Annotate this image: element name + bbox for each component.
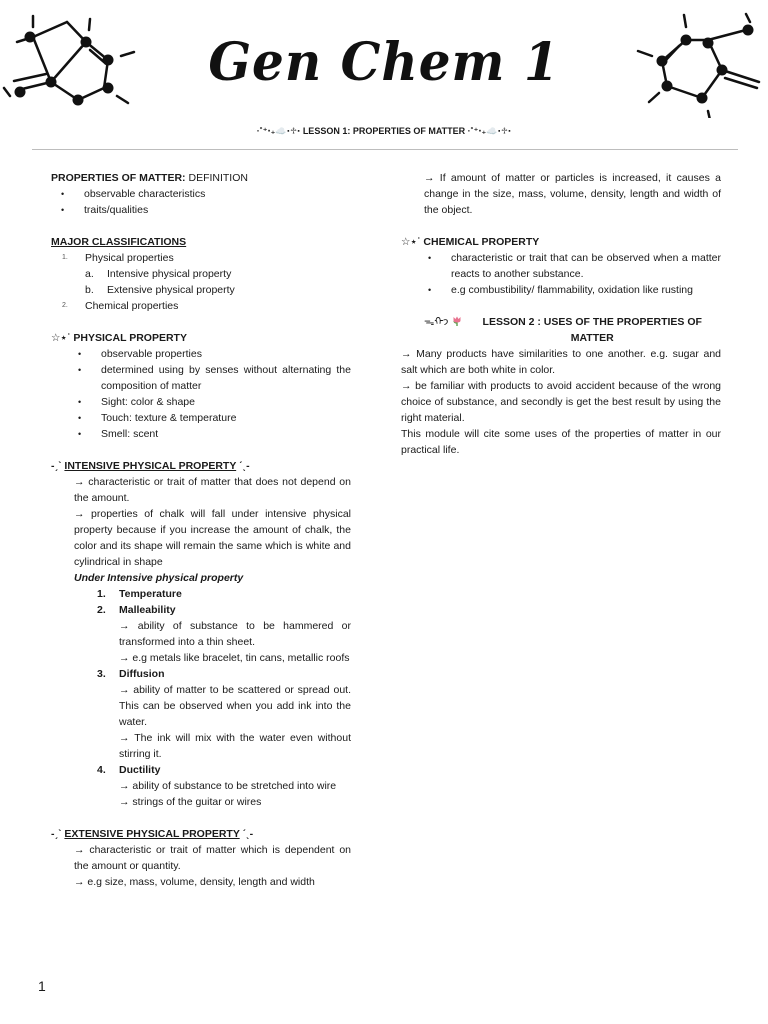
definition-list <box>51 186 351 218</box>
chemical-property-list <box>401 250 721 298</box>
list-item: 2. Malleability <box>97 604 176 616</box>
definition-heading <box>51 170 351 186</box>
definition-word: DEFINITION <box>185 172 248 184</box>
list-item: • observable properties <box>51 346 351 362</box>
list-item: • Smell: scent <box>51 426 351 442</box>
lesson-subtitle: ·˚⁺‧₊☁️⋅♱⋅ LESSON 1: PROPERTIES OF MATTER ·˚⁺‧₊☁️⋅♱⋅ <box>256 126 512 136</box>
list-item: 4. Ductility <box>97 764 161 776</box>
extensive-definition: → characteristic or trait of matter which is dependent on the amount or quantity. <box>74 844 351 872</box>
decorative-glyphs: ᯓᡣ𐭩 <box>424 316 449 328</box>
lesson-2-paragraph-1: → Many products have similarities to one another. e.g. sugar and salt which are both white in color. <box>401 348 721 376</box>
list-item: b. Extensive physical property <box>85 284 235 296</box>
list-item: a. Intensive physical property <box>85 268 232 280</box>
left-column <box>51 170 351 890</box>
continued-paragraph: → If amount of matter or particles is increased, it causes a change in the size, mass, volume, density, length and width of the object. <box>424 172 721 216</box>
extensive-example: → e.g size, mass, volume, density, length and width <box>74 876 315 888</box>
list-item: • Touch: texture & temperature <box>51 410 351 426</box>
physical-property-heading: ☆⋆˙ PHYSICAL PROPERTY <box>51 332 187 344</box>
extensive-heading: -ˏˋ EXTENSIVE PHYSICAL PROPERTY ˊˎ- <box>51 828 254 840</box>
malleability-example: → e.g metals like bracelet, tin cans, metallic roofs <box>119 652 350 664</box>
list-item: 1. Temperature <box>97 588 182 600</box>
diffusion-example: → The ink will mix with the water even without stirring it. <box>119 732 351 760</box>
list-item: • traits/qualities <box>51 202 351 218</box>
list-item: • Sight: color & shape <box>51 394 351 410</box>
physical-property-list <box>51 346 351 442</box>
intensive-example: → properties of chalk will fall under intensive physical property because if you increase the amount of chalk, the color and its shape will remain the same which is white and cylindrical in shape <box>74 508 351 568</box>
lesson-2-heading <box>401 314 721 346</box>
tulip-icon <box>451 315 463 327</box>
diffusion-definition: → ability of matter to be scattered or spread out. This can be observed when you add ink into the water. <box>119 684 351 728</box>
ductility-example: → strings of the guitar or wires <box>119 796 262 808</box>
intensive-definition: → characteristic or trait of matter that does not depend on the amount. <box>74 476 351 504</box>
list-item: • characteristic or trait that can be observed when a matter reacts to another substance. <box>401 250 721 282</box>
page-number: 1 <box>38 978 46 994</box>
page-title: Gen Chem 1 <box>208 30 560 93</box>
chemical-property-heading: ☆⋆˙ CHEMICAL PROPERTY <box>401 236 540 248</box>
ductility-definition: → ability of substance to be stretched into wire <box>119 780 337 792</box>
list-item: 1. Physical properties <box>62 252 174 264</box>
lesson-2-title: LESSON 2 : USES OF THE PROPERTIES OF MATTER <box>482 316 702 344</box>
definition-label: PROPERTIES OF MATTER: <box>51 172 186 184</box>
lesson-2-paragraph-2: → be familiar with products to avoid accident because of the wrong choice of substance, and secondly is get the best result by using the right material. <box>401 380 721 424</box>
intensive-subheading: Under Intensive physical property <box>74 572 244 584</box>
major-classifications-heading: MAJOR CLASSIFICATIONS <box>51 236 187 248</box>
list-item: 3. Diffusion <box>97 668 165 680</box>
right-column <box>401 170 721 458</box>
header-divider <box>32 149 738 150</box>
list-item: • e.g combustibility/ flammability, oxidation like rusting <box>401 282 721 298</box>
list-item: • determined using by senses without alternating the composition of matter <box>51 362 351 394</box>
list-item: • observable characteristics <box>51 186 351 202</box>
intensive-heading: -ˏˋ INTENSIVE PHYSICAL PROPERTY ˊˎ- <box>51 460 250 472</box>
list-item: 2. Chemical properties <box>62 300 179 312</box>
malleability-definition: → ability of substance to be hammered or transformed into a thin sheet. <box>119 620 351 648</box>
lesson-2-paragraph-3: This module will cite some uses of the properties of matter in our practical life. <box>401 428 721 456</box>
